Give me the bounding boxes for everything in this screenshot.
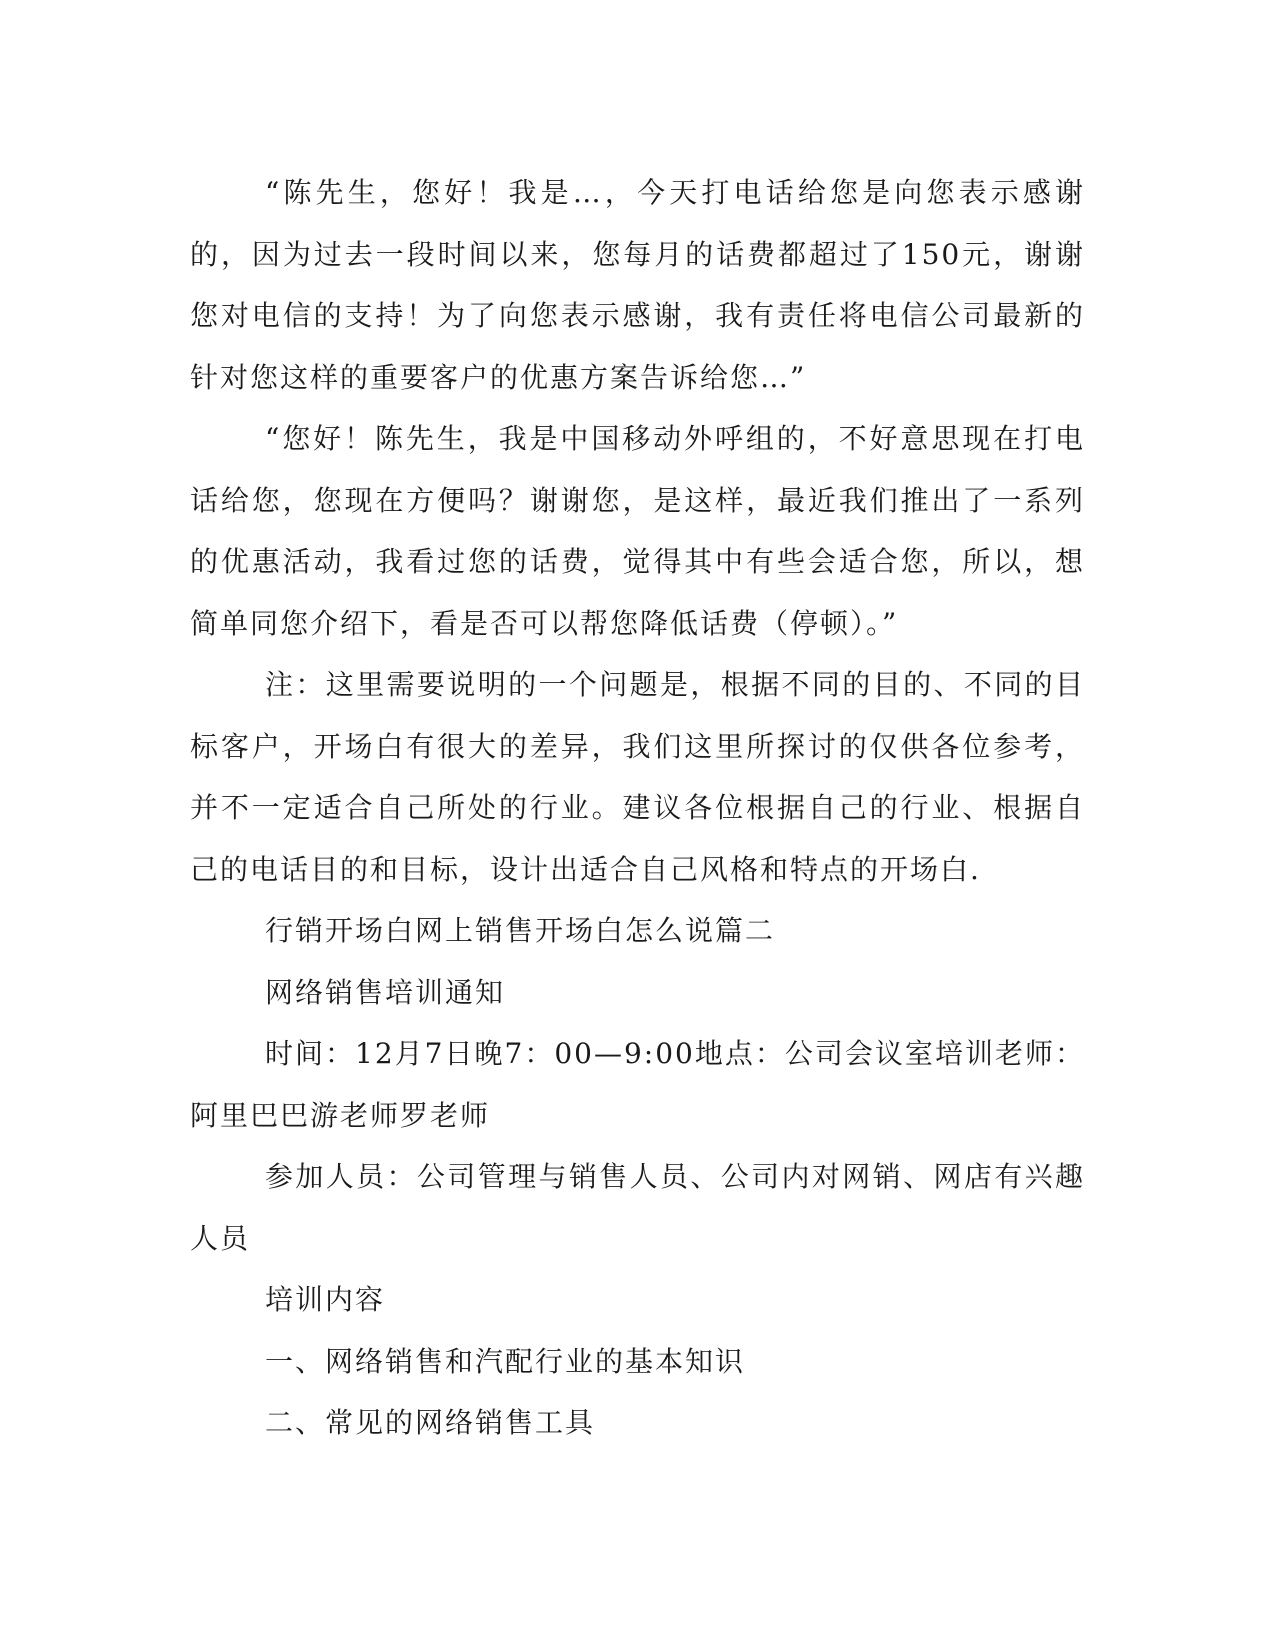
training-content-heading: 培训内容 bbox=[265, 1283, 386, 1316]
training-time-place: 时间：12月7日晚7：00—9:00地点：公司会议室培训老师：阿里巴巴游老师罗老师 bbox=[190, 1037, 1085, 1132]
paragraph-thanks-call-script: “陈先生，您好！我是…，今天打电话给您是向您表示感谢的，因为过去一段时间以来，您每月的话费都超过了150元，谢谢您对电信的支持！为了向您表示感谢，我有责任将电信公司最新的针对您这样的重要客户的优惠方案告诉给您…” bbox=[190, 176, 1085, 394]
training-participants: 参加人员：公司管理与销售人员、公司内对网销、网店有兴趣人员 bbox=[190, 1160, 1085, 1255]
paragraph-note: 注：这里需要说明的一个问题是，根据不同的目的、不同的目标客户，开场白有很大的差异，我们这里所探讨的仅供各位参考，并不一定适合自己所处的行业。建议各位根据自己的行业、根据自己的电话目的和目标，设计出适合自己风格和特点的开场白. bbox=[190, 668, 1085, 886]
notice-title: 网络销售培训通知 bbox=[265, 975, 506, 1009]
training-item-1: 一、网络销售和汽配行业的基本知识 bbox=[265, 1344, 746, 1378]
paragraph-mobile-call-script: “您好！陈先生，我是中国移动外呼组的，不好意思现在打电话给您，您现在方便吗？谢谢您，是这样，最近我们推出了一系列的优惠活动，我看过您的话费，觉得其中有些会适合您，所以，想简单同您介绍下，看是否可以帮您降低话费（停顿）。” bbox=[190, 422, 1085, 640]
document-body bbox=[190, 162, 1085, 1454]
section-heading: 行销开场白网上销售开场白怎么说篇二 bbox=[265, 914, 776, 947]
training-item-2: 二、常见的网络销售工具 bbox=[265, 1406, 596, 1439]
